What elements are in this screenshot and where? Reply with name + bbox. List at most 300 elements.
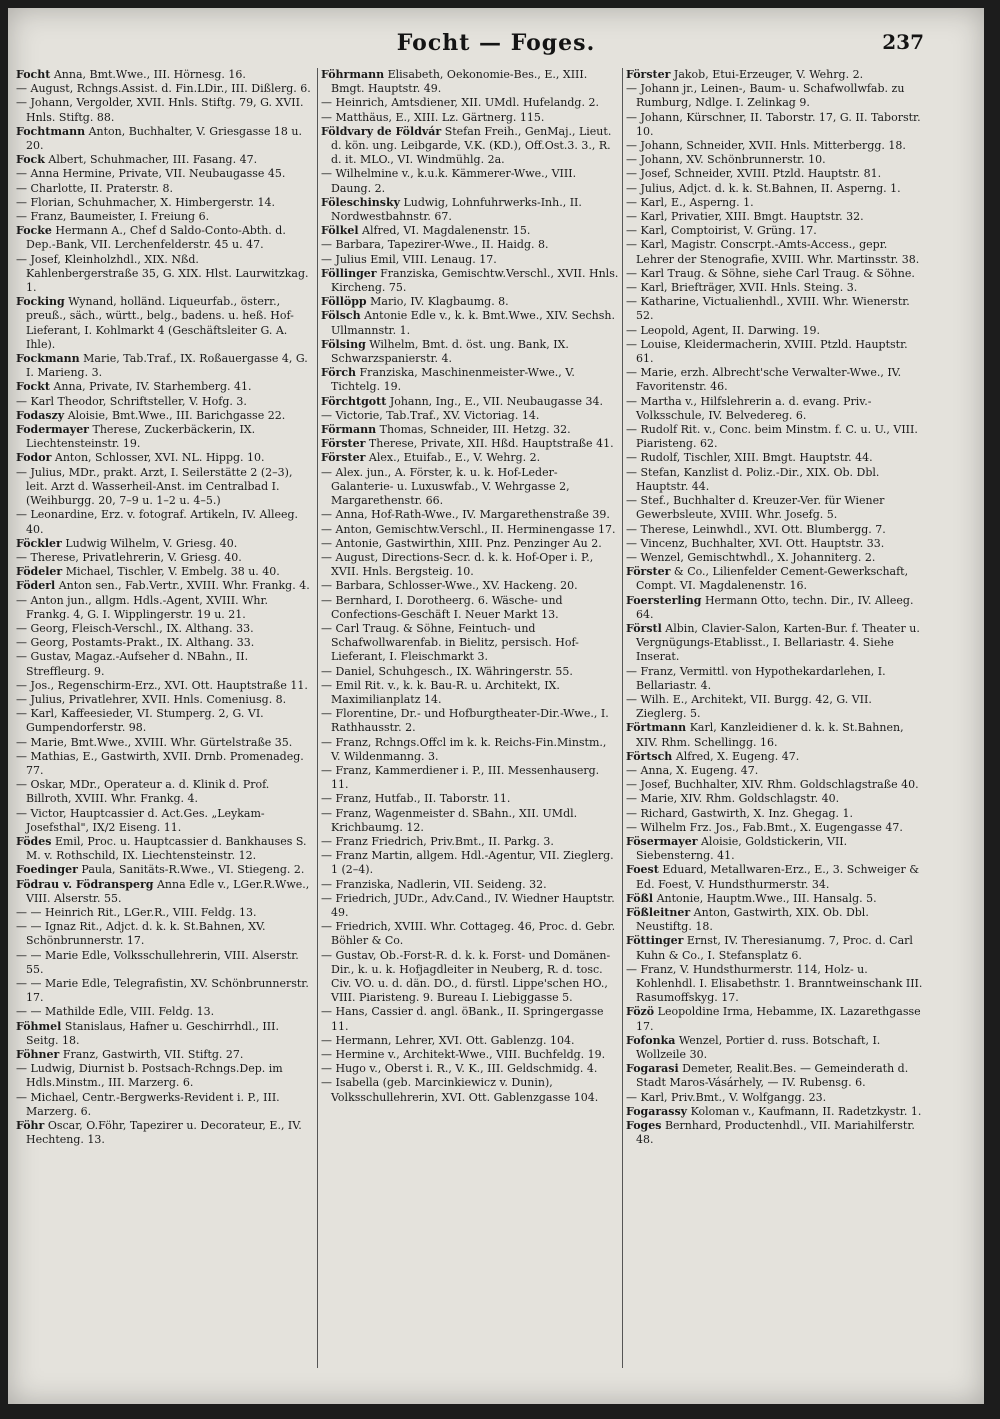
entry-details: — Julius Emil, VIII. Lenaug. 17.	[321, 252, 497, 266]
directory-entry	[321, 679, 619, 707]
entry-details: Alfred, VI. Magdalenenstr. 15.	[362, 224, 531, 238]
entry-details: — Karl, Priv.Bmt., V. Wolfgangg. 23.	[626, 1090, 827, 1104]
entry-details: — Anna Hermine, Private, VII. Neubaugasse 45.	[16, 167, 286, 181]
entry-details: Franz, Gastwirth, VII. Stiftg. 27.	[62, 1048, 244, 1062]
directory-entry	[626, 267, 924, 281]
directory-entry	[321, 892, 619, 920]
directory-entry	[626, 963, 924, 1006]
entry-surname: Fock	[16, 153, 45, 167]
entry-details: — Wenzel, Gemischtwhdl., X. Johanniterg. 2.	[626, 550, 876, 564]
directory-entry	[626, 892, 924, 906]
entry-details: — Johann, XV. Schönbrunnerstr. 10.	[626, 153, 826, 167]
entry-details: — Therese, Leinwhdl., XVI. Ott. Blumbergg. 7.	[626, 522, 886, 536]
directory-entry	[321, 537, 619, 551]
directory-entry	[626, 721, 924, 749]
entry-details: Koloman v., Kaufmann, II. Radetzkystr. 1.	[690, 1104, 922, 1118]
entry-surname: Fößl	[626, 891, 654, 905]
directory-entry	[16, 1091, 314, 1119]
directory-entry	[16, 1048, 314, 1062]
entry-surname: Fölkel	[321, 224, 359, 238]
entry-details: — Franz, Hutfab., II. Taborstr. 11.	[321, 792, 511, 806]
entry-surname: Föderl	[16, 579, 56, 593]
directory-entry	[626, 821, 924, 835]
directory-entry	[321, 835, 619, 849]
entry-surname: Födes	[16, 834, 52, 848]
entry-details: — Johann jr., Leinen-, Baum- u. Schafwollwfab. zu Rumburg, Ndlge. I. Zelinkag 9.	[626, 82, 905, 110]
entry-details: — Johann, Kürschner, II. Taborstr. 17, G. II. Taborstr. 10.	[626, 110, 921, 138]
directory-entry	[626, 565, 924, 593]
entry-details: Alfred, X. Eugeng. 47.	[675, 749, 800, 763]
directory-entry	[626, 1119, 924, 1147]
entry-details: — Franz, Kammerdiener i. P., III. Messenhauserg. 11.	[321, 763, 600, 792]
entry-details: — Wilh. E., Architekt, VII. Burgg. 42, G. VII. Zieglerg. 5.	[626, 692, 872, 721]
directory-entry	[626, 551, 924, 565]
entry-details: & Co., Lilienfelder Cement-Gewerkschaft, Compt. VI. Magdalenenstr. 16.	[636, 565, 909, 593]
entry-surname: Focht	[16, 68, 51, 81]
directory-entry	[626, 210, 924, 224]
entry-details: — Matthäus, E., XIII. Lz. Gärtnerg. 115.	[321, 110, 545, 124]
directory-entry	[626, 281, 924, 295]
entry-surname: Föleschinsky	[321, 195, 400, 209]
entry-details: Stefan Freih., GenMaj., Lieut. d. kön. ung. Leibgarde, V.K. (KD.), Off.Ost.3. 3., R. d. it. MLO., VI. Windmühlg. 2a.	[331, 124, 612, 167]
directory-entry	[16, 224, 314, 252]
entry-details: Anton, Buchhalter, V. Griesgasse 18 u. 20.	[26, 124, 302, 153]
entry-details: — Wilhelm Frz. Jos., Fab.Bmt., X. Eugengasse 47.	[626, 820, 903, 834]
directory-entry	[626, 1105, 924, 1119]
entry-details: — Mathias, E., Gastwirth, XVII. Drnb. Promenadeg. 77.	[16, 749, 304, 777]
directory-entry	[16, 977, 314, 1005]
directory-entry	[321, 508, 619, 522]
directory-entry	[321, 224, 619, 238]
entry-details: — Hugo v., Oberst i. R., V. K., III. Geldschmidg. 4.	[321, 1062, 598, 1076]
entry-surname: Föllinger	[321, 266, 377, 280]
directory-entry	[321, 309, 619, 337]
entry-details: — Franziska, Nadlerin, VII. Seideng. 32.	[321, 877, 547, 891]
entry-details: — Franz Martin, allgem. Hdl.-Agentur, VII. Zieglerg. 1 (2–4).	[321, 849, 614, 877]
entry-details: — Jos., Regenschirm-Erz., XVI. Ott. Hauptstraße 11.	[16, 678, 308, 692]
directory-entry	[626, 423, 924, 451]
directory-entry	[321, 96, 619, 110]
directory-entry	[321, 1005, 619, 1033]
directory-entry	[626, 835, 924, 863]
entry-details: — Anton, Gemischtw.Verschl., II. Herminengasse 17.	[321, 522, 616, 536]
entry-surname: Fösermayer	[626, 834, 698, 848]
entry-details: — Hermine v., Architekt-Wwe., VIII. Buchfeldg. 19.	[321, 1048, 606, 1062]
directory-entry	[16, 395, 314, 409]
entry-details: Hermann Otto, techn. Dir., IV. Alleeg. 64.	[636, 593, 914, 621]
entry-details: — Franz, Wagenmeister d. SBahn., XII. UMdl. Krichbaumg. 12.	[321, 806, 578, 834]
directory-entry	[16, 920, 314, 948]
entry-surname: Födrau v. Födransperg	[16, 877, 154, 891]
directory-entry	[321, 253, 619, 267]
entry-details: Wenzel, Portier d. russ. Botschaft, I. Wollzeile 30.	[636, 1033, 881, 1062]
entry-surname: Fölsing	[321, 337, 366, 351]
directory-entry	[321, 878, 619, 892]
directory-entry	[626, 338, 924, 366]
entry-details: — — Marie Edle, Volksschullehrerin, VIII. Alserstr. 55.	[16, 948, 299, 976]
directory-entry	[321, 665, 619, 679]
directory-entry	[321, 125, 619, 168]
entry-details: Therese, Private, XII. Hßd. Hauptstraße 41.	[368, 437, 614, 451]
entry-details: — Julius, Adjct. d. k. k. St.Bahnen, II. Asperng. 1.	[626, 181, 901, 195]
entry-surname: Förmann	[321, 423, 377, 437]
entry-surname: Förster	[626, 565, 671, 579]
entry-details: — Victorie, Tab.Traf., XV. Victoriag. 14.	[321, 408, 540, 422]
entry-details: Ludwig, Lohnfuhrwerks-Inh., II. Nordwestbahnstr. 67.	[331, 195, 582, 224]
directory-entry	[626, 182, 924, 196]
directory-entry	[321, 1076, 619, 1104]
directory-entry	[321, 792, 619, 806]
directory-entry	[321, 1034, 619, 1048]
directory-entry	[626, 693, 924, 721]
directory-entry	[321, 451, 619, 465]
directory-entry	[16, 551, 314, 565]
entry-details: — Rudolf, Tischler, XIII. Bmgt. Hauptstr. 44.	[626, 451, 873, 465]
entry-surname: Förster	[321, 437, 366, 451]
entry-details: — Emil Rit. v., k. k. Bau-R. u. Architekt, IX. Maximilianplatz 14.	[321, 678, 560, 706]
directory-entry	[626, 466, 924, 494]
entry-details: — Daniel, Schuhgesch., IX. Währingerstr. 55.	[321, 664, 573, 678]
directory-entry	[626, 1091, 924, 1105]
entry-details: Eduard, Metallwaren-Erz., E., 3. Schweiger & Ed. Foest, V. Hundsthurmerstr. 34.	[636, 863, 920, 891]
directory-entry	[16, 707, 314, 735]
entry-surname: Fözö	[626, 1005, 655, 1019]
entry-details: — Marie, erzh. Albrecht'sche Verwalter-Wwe., IV. Favoritenstr. 46.	[626, 366, 902, 394]
entry-surname: Fodaszy	[16, 408, 65, 422]
entry-surname: Förchtgott	[321, 394, 387, 408]
directory-entry	[626, 224, 924, 238]
directory-entry	[626, 906, 924, 934]
directory-entry	[16, 153, 314, 167]
directory-entry	[321, 764, 619, 792]
entry-surname: Földvary de Földvár	[321, 124, 442, 138]
entry-surname: Foersterling	[626, 593, 702, 607]
directory-entry	[626, 451, 924, 465]
entry-surname: Föckler	[16, 536, 62, 550]
entry-details: — Karl, Comptoirist, V. Grüng. 17.	[626, 224, 817, 238]
directory-entry	[16, 579, 314, 593]
entry-details: — Johann, Schneider, XVII. Hnls. Mitterbergg. 18.	[626, 139, 906, 153]
entry-details: — Karl, Magistr. Conscrpt.-Amts-Access., gepr. Lehrer der Stenografie, XVIII. Whr. Martinsstr. 38.	[626, 238, 920, 266]
entry-details: — Karl, Briefträger, XVII. Hnls. Steing. 3.	[626, 281, 858, 295]
entry-surname: Fößleitner	[626, 905, 691, 919]
entry-details: — Hermann, Lehrer, XVI. Ott. Gablenzg. 104.	[321, 1033, 575, 1047]
directory-entry	[16, 693, 314, 707]
directory-entry	[321, 466, 619, 509]
entry-details: Franziska, Maschinenmeister-Wwe., V. Tichtelg. 19.	[331, 366, 575, 394]
entry-details: — — Heinrich Rit., LGer.R., VIII. Feldg. 13.	[16, 905, 257, 919]
entry-details: Anton sen., Fab.Vertr., XVIII. Whr. Frankg. 4.	[58, 579, 310, 593]
entry-details: — Friedrich, JUDr., Adv.Cand., IV. Wiedner Hauptstr. 49.	[321, 891, 615, 919]
directory-entry	[321, 949, 619, 1006]
directory-entry	[321, 523, 619, 537]
entry-details: — Johann, Vergolder, XVII. Hnls. Stiftg. 79, G. XVII. Hnls. Stiftg. 88.	[16, 96, 304, 124]
entry-surname: Förster	[626, 68, 671, 81]
entry-surname: Föttinger	[626, 934, 684, 948]
entry-details: — Franz, Rchngs.Offcl im k. k. Reichs-Fin.Minstm., V. Wildenmanng. 3.	[321, 735, 607, 763]
entry-details: — Bernhard, I. Dorotheerg. 6. Wäsche- und Confections-Geschäft I. Neuer Markt 13.	[321, 593, 563, 621]
directory-entry	[626, 153, 924, 167]
entry-details: — Josef, Schneider, XVIII. Ptzld. Hauptstr. 81.	[626, 167, 882, 181]
directory-entry	[321, 167, 619, 195]
entry-details: Anna, Private, IV. Starhemberg. 41.	[53, 380, 252, 394]
entry-details: — Ludwig, Diurnist b. Postsach-Rchngs.Dep. im Hdls.Minstm., III. Marzerg. 6.	[16, 1062, 283, 1090]
entry-details: — Franz Friedrich, Priv.Bmt., II. Parkg. 3.	[321, 834, 554, 848]
entry-details: — Carl Traug. & Söhne, Feintuch- und Schafwollwarenfab. in Bielitz, persisch. Hof-Lieferant, I. Fleischmarkt 3.	[321, 621, 579, 664]
directory-entry	[16, 82, 314, 96]
entry-details: — Stefan, Kanzlist d. Poliz.-Dir., XIX. Ob. Dbl. Hauptstr. 44.	[626, 465, 880, 493]
directory-entry	[321, 267, 619, 295]
directory-entry	[626, 324, 924, 338]
directory-entry	[321, 707, 619, 735]
directory-entry	[16, 1005, 314, 1019]
entry-surname: Föhner	[16, 1048, 60, 1062]
directory-entry	[16, 750, 314, 778]
entry-details: — August, Directions-Secr. d. k. k. Hof-Oper i. P., XVII. Hnls. Bergsteig. 10.	[321, 550, 594, 579]
entry-details: — Therese, Privatlehrerin, V. Griesg. 40.	[16, 550, 242, 564]
entry-details: Anton, Gastwirth, XIX. Ob. Dbl. Neustiftg. 18.	[636, 905, 869, 934]
directory-entry	[16, 380, 314, 394]
entry-details: — Gustav, Ob.-Forst-R. d. k. k. Forst- und Domänen-Dir., k. u. k. Hofjagdleiter in Neuberg, R. d. tosc. Civ. VO. u. d. dän. DO., d. fürstl. Lippe'schen HO., VIII. Piaristeng. 9. Bureau I. Liebiggasse 5.	[321, 948, 611, 1005]
entry-surname: Födeler	[16, 565, 63, 579]
directory-entry	[16, 906, 314, 920]
column-3	[622, 68, 924, 1368]
entry-details: — Michael, Centr.-Bergwerks-Revident i. P., III. Marzerg. 6.	[16, 1090, 280, 1118]
entry-surname: Foest	[626, 863, 659, 877]
directory-entry	[16, 96, 314, 124]
directory-entry	[16, 565, 314, 579]
page-header	[8, 30, 984, 70]
entry-details: — Karl Theodor, Schriftsteller, V. Hofg. 3.	[16, 394, 247, 408]
entry-details: Michael, Tischler, V. Embelg. 38 u. 40.	[65, 565, 280, 579]
directory-entry	[16, 253, 314, 296]
entry-details: Bernhard, Productenhdl., VII. Mariahilferstr. 48.	[636, 1119, 915, 1147]
entry-surname: Foges	[626, 1119, 662, 1133]
directory-entry	[16, 466, 314, 509]
directory-entry	[16, 878, 314, 906]
directory-entry	[626, 395, 924, 423]
directory-entry	[626, 111, 924, 139]
entry-details: Albert, Schuhmacher, III. Fasang. 47.	[48, 153, 258, 167]
directory-entry	[321, 849, 619, 877]
entry-surname: Föhr	[16, 1119, 45, 1133]
entry-surname: Fogarasi	[626, 1062, 679, 1076]
entry-details: — Marie, XIV. Rhm. Goldschlagstr. 40.	[626, 792, 840, 806]
entry-details: — Leonardine, Erz. v. fotograf. Artikeln, IV. Alleeg. 40.	[16, 508, 299, 536]
entry-details: — Florian, Schuhmacher, X. Himbergerstr. 14.	[16, 195, 276, 209]
entry-details: — Charlotte, II. Praterstr. 8.	[16, 181, 173, 195]
entry-details: Anna, Bmt.Wwe., III. Hörnesg. 16.	[53, 68, 246, 81]
directory-entry	[16, 508, 314, 536]
entry-details: Mario, IV. Klagbaumg. 8.	[370, 295, 509, 309]
entry-details: Oscar, O.Föhr, Tapezirer u. Decorateur, E., IV. Hechteng. 13.	[26, 1119, 302, 1147]
directory-entry	[626, 764, 924, 778]
entry-surname: Fofonka	[626, 1033, 676, 1047]
entry-details: Franziska, Gemischtw.Verschl., XVII. Hnls. Kircheng. 75.	[331, 266, 619, 295]
directory-entry	[626, 167, 924, 181]
directory-entry	[16, 1062, 314, 1090]
entry-surname: Förster	[321, 451, 366, 465]
directory-entry	[16, 807, 314, 835]
entry-details: — Karl, E., Asperng. 1.	[626, 195, 754, 209]
directory-entry	[321, 338, 619, 366]
entry-details: — Barbara, Tapezirer-Wwe., II. Haidg. 8.	[321, 238, 549, 252]
page-number: 237	[882, 30, 924, 54]
column-1	[16, 68, 314, 1368]
entry-details: — Katharine, Victualienhdl., XVIII. Whr. Wienerstr. 52.	[626, 295, 910, 323]
directory-entry	[16, 650, 314, 678]
entry-details: Antonie, Hauptm.Wwe., III. Hansalg. 5.	[656, 891, 877, 905]
entry-surname: Focking	[16, 295, 65, 309]
entry-surname: Föhrmann	[321, 68, 385, 81]
directory-entry	[16, 736, 314, 750]
entry-details: — August, Rchngs.Assist. d. Fin.LDir., III. Dißlerg. 6.	[16, 82, 311, 96]
entry-details: — Karl, Privatier, XIII. Bmgt. Hauptstr. 32.	[626, 210, 864, 224]
directory-entry	[321, 409, 619, 423]
entry-details: Demeter, Realit.Bes. — Gemeinderath d. Stadt Maros-Vásárhely, — IV. Rubensg. 6.	[636, 1062, 909, 1090]
entry-details: Wilhelm, Bmt. d. öst. ung. Bank, IX. Schwarzspanierstr. 4.	[331, 337, 569, 366]
directory-entry	[16, 622, 314, 636]
directory-entry	[626, 366, 924, 394]
entry-details: — Anna, Hof-Rath-Wwe., IV. Margarethenstraße 39.	[321, 508, 610, 522]
entry-details: — Wilhelmine v., k.u.k. Kämmerer-Wwe., VIII. Daung. 2.	[321, 167, 577, 195]
entry-surname: Fockt	[16, 380, 50, 394]
directory-entry	[321, 594, 619, 622]
entry-details: — Georg, Fleisch-Verschl., IX. Althang. 33.	[16, 621, 254, 635]
directory-entry	[16, 778, 314, 806]
entry-details: — Karl Traug. & Söhne, siehe Carl Traug. & Söhne.	[626, 266, 915, 280]
directory-columns	[16, 68, 923, 1368]
entry-details: — Franz, Vermittl. von Hypothekardarlehen, I. Bellariastr. 4.	[626, 664, 886, 692]
entry-details: Emil, Proc. u. Hauptcassier d. Bankhauses S. M. v. Rothschild, IX. Liechtensteinstr. 12.	[26, 834, 307, 863]
directory-entry	[16, 636, 314, 650]
column-2	[317, 68, 619, 1368]
directory-entry	[626, 82, 924, 110]
entry-details: — Karl, Kaffeesieder, VI. Stumperg. 2, G. VI. Gumpendorferstr. 98.	[16, 707, 264, 735]
directory-entry	[626, 594, 924, 622]
directory-entry	[626, 807, 924, 821]
directory-entry	[16, 68, 314, 82]
entry-surname: Föllöpp	[321, 295, 367, 309]
entry-details: Antonie Edle v., k. k. Bmt.Wwe., XIV. Sechsh. Ullmannstr. 1.	[331, 309, 615, 337]
directory-entry	[16, 196, 314, 210]
entry-details: Ludwig Wilhelm, V. Griesg. 40.	[65, 536, 238, 550]
directory-entry	[16, 1119, 314, 1147]
directory-entry	[321, 736, 619, 764]
directory-entry	[626, 863, 924, 891]
entry-surname: Fogarassy	[626, 1104, 688, 1118]
directory-entry	[16, 182, 314, 196]
entry-details: — Florentine, Dr.- und Hofburgtheater-Dir.-Wwe., I. Rathhausstr. 2.	[321, 707, 609, 735]
entry-details: — — Mathilde Edle, VIII. Feldg. 13.	[16, 1005, 215, 1019]
directory-entry	[626, 1005, 924, 1033]
entry-details: Stanislaus, Hafner u. Geschirrhdl., III. Seitg. 18.	[26, 1019, 279, 1047]
directory-page	[8, 8, 984, 1404]
directory-entry	[321, 622, 619, 665]
directory-entry	[321, 920, 619, 948]
entry-surname: Förstl	[626, 621, 662, 635]
entry-details: Paula, Sanitäts-R.Wwe., VI. Stiegeng. 2.	[81, 863, 305, 877]
entry-details: — Anton jun., allgm. Hdls.-Agent, XVIII. Whr. Frankg. 4, G. I. Wipplingerstr. 19 u. 21.	[16, 593, 269, 621]
directory-entry	[626, 778, 924, 792]
directory-entry	[16, 125, 314, 153]
directory-entry	[626, 750, 924, 764]
entry-details: — Rudolf Rit. v., Conc. beim Minstm. f. C. u. U., VIII. Piaristeng. 62.	[626, 423, 918, 451]
directory-entry	[16, 409, 314, 423]
directory-entry	[321, 395, 619, 409]
directory-entry	[321, 423, 619, 437]
entry-surname: Fockmann	[16, 352, 80, 366]
directory-entry	[321, 111, 619, 125]
directory-entry	[16, 537, 314, 551]
entry-details: Ernst, IV. Theresianumg. 7, Proc. d. Carl Kuhn & Co., I. Stefansplatz 6.	[636, 934, 913, 962]
entry-details: — Antonie, Gastwirthin, XIII. Pnz. Penzinger Au 2.	[321, 536, 602, 550]
directory-entry	[321, 1048, 619, 1062]
directory-entry	[321, 551, 619, 579]
directory-entry	[16, 423, 314, 451]
entry-surname: Foedinger	[16, 863, 78, 877]
directory-entry	[626, 295, 924, 323]
directory-entry	[321, 579, 619, 593]
directory-entry	[626, 523, 924, 537]
entry-surname: Fodor	[16, 451, 52, 465]
entry-details: — — Ignaz Rit., Adjct. d. k. k. St.Bahnen, XV. Schönbrunnerstr. 17.	[16, 920, 266, 948]
entry-details: — Marie, Bmt.Wwe., XVIII. Whr. Gürtelstraße 35.	[16, 735, 293, 749]
entry-details: — Josef, Kleinholzhdl., XIX. Nßd. Kahlenbergerstraße 35, G. XIX. Hlst. Laurwitzkag. 1.	[16, 252, 309, 295]
directory-entry	[16, 210, 314, 224]
entry-details: — Vincenz, Buchhalter, XVI. Ott. Hauptstr. 33.	[626, 536, 885, 550]
entry-details: — Josef, Buchhalter, XIV. Rhm. Goldschlagstraße 40.	[626, 778, 919, 792]
directory-entry	[626, 494, 924, 522]
entry-details: — Heinrich, Amtsdiener, XII. UMdl. Hufelandg. 2.	[321, 96, 599, 110]
directory-entry	[16, 594, 314, 622]
entry-surname: Focke	[16, 224, 52, 238]
entry-surname: Föhmel	[16, 1019, 62, 1033]
entry-surname: Förtmann	[626, 721, 687, 735]
entry-details: Aloisie, Goldstickerin, VII. Siebensterng. 41.	[636, 834, 848, 863]
entry-details: Johann, Ing., E., VII. Neubaugasse 34.	[389, 394, 604, 408]
directory-entry	[16, 949, 314, 977]
entry-details: — Louise, Kleidermacherin, XVIII. Ptzld. Hauptstr. 61.	[626, 337, 908, 366]
directory-entry	[321, 295, 619, 309]
entry-details: Leopoldine Irma, Hebamme, IX. Lazarethgasse 17.	[636, 1005, 921, 1033]
page-title: Focht — Foges.	[396, 30, 596, 56]
entry-details: — — Marie Edle, Telegrafistin, XV. Schönbrunnerstr. 17.	[16, 977, 309, 1005]
entry-details: Therese, Zuckerbäckerin, IX. Liechtensteinstr. 19.	[26, 423, 256, 451]
entry-details: Anton, Schlosser, XVI. NL. Hippg. 10.	[54, 451, 265, 465]
entry-details: Jakob, Etui-Erzeuger, V. Wehrg. 2.	[673, 68, 864, 81]
directory-entry	[321, 68, 619, 96]
entry-details: — Georg, Postamts-Prakt., IX. Althang. 33.	[16, 636, 255, 650]
directory-entry	[626, 934, 924, 962]
entry-details: Thomas, Schneider, III. Hetzg. 32.	[379, 423, 571, 437]
entry-details: — Friedrich, XVIII. Whr. Cottageg. 46, Proc. d. Gebr. Böhler & Co.	[321, 920, 616, 948]
entry-details: Marie, Tab.Traf., IX. Roßauergasse 4, G. I. Marieng. 3.	[26, 352, 308, 380]
entry-details: Anna Edle v., LGer.R.Wwe., VIII. Alserstr. 55.	[26, 877, 310, 905]
directory-entry	[321, 196, 619, 224]
entry-details: Aloisie, Bmt.Wwe., III. Barichgasse 22.	[67, 408, 286, 422]
directory-entry	[16, 863, 314, 877]
directory-entry	[626, 196, 924, 210]
directory-entry	[16, 167, 314, 181]
entry-details: — Barbara, Schlosser-Wwe., XV. Hackeng. 20.	[321, 579, 578, 593]
entry-details: — Oskar, MDr., Operateur a. d. Klinik d. Prof. Billroth, XVIII. Whr. Frankg. 4.	[16, 778, 270, 806]
entry-details: — Alex. jun., A. Förster, k. u. k. Hof-Leder-Galanterie- u. Luxuswfab., V. Wehrgasse 2, Margarethenstr. 66.	[321, 465, 570, 508]
directory-entry	[16, 679, 314, 693]
entry-surname: Fochtmann	[16, 124, 86, 138]
entry-details: — Julius, Privatlehrer, XVII. Hnls. Comeniusg. 8.	[16, 692, 287, 706]
directory-entry	[626, 238, 924, 266]
